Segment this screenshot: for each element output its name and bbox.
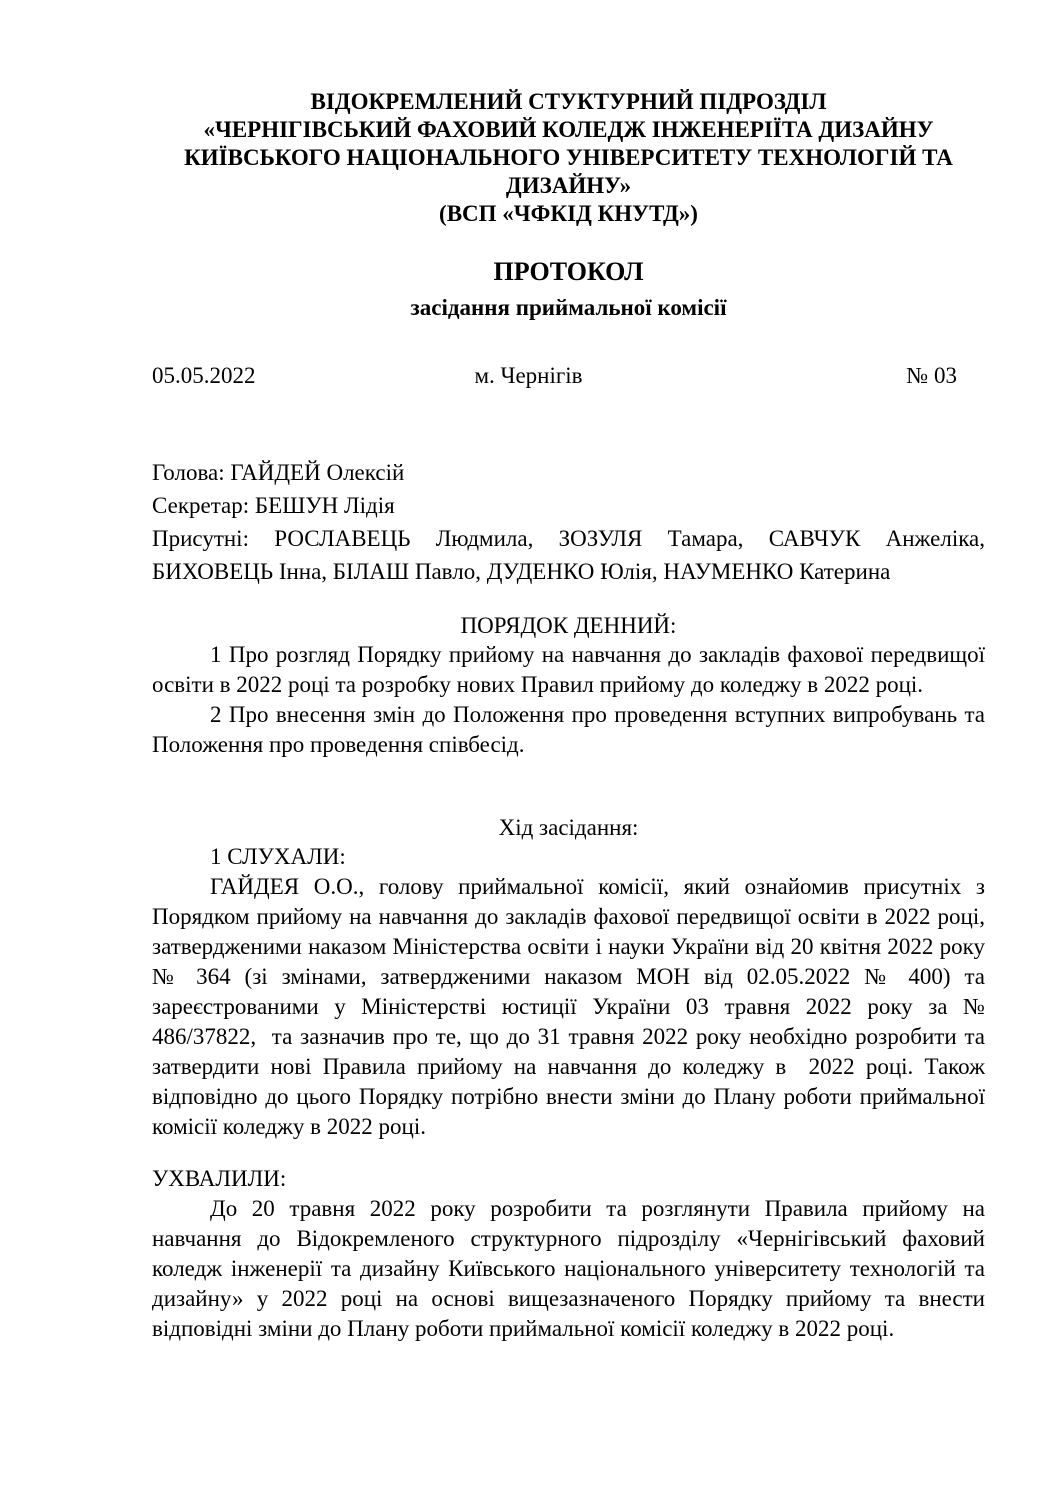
present-line: Присутні: РОСЛАВЕЦЬ Людмила, ЗОЗУЛЯ Тамара, САВЧУК Анжеліка, БИХОВЕЦЬ Інна, БІЛАШ Павло, ДУДЕНКО Юлія, НАУМЕНКО Катерина	[152, 526, 985, 584]
proceedings-heading: Хід засідання:	[498, 815, 639, 840]
document-subtitle: засідання приймальної комісії	[410, 295, 727, 320]
org-header-line-1: ВІДОКРЕМЛЕНИЙ СТУКТУРНИЙ ПІДРОЗДІЛ	[310, 89, 827, 114]
resolved-paragraph: До 20 травня 2022 року розробити та розглянути Правила прийому на навчання до Відокремленого структурного підрозділу «Чернігівський фаховий коледж інженерії та дизайну Київського національного університету технологій та дизайну» у 2022 році на основі вищезазначеного Порядку прийому та внести відповідні зміни до Плану роботи приймальної комісії коледжу в 2022 році.	[152, 1196, 991, 1341]
officers-block	[152, 456, 985, 588]
org-header-line-4: ДИЗАЙНУ»	[505, 173, 632, 198]
meeting-date: 05.05.2022	[152, 363, 256, 388]
agenda-heading: ПОРЯДОК ДЕННИЙ:	[460, 613, 677, 638]
meta-row	[152, 362, 985, 390]
org-header-line-3: КИЇВСЬКОГО НАЦІОНАЛЬНОГО УНІВЕРСИТЕТУ ТЕХНОЛОГІЙ ТА	[184, 145, 953, 170]
chair-line: Голова: ГАЙДЕЙ Олексій	[152, 460, 405, 485]
secretary-line: Секретар: БЕШУН Лідія	[152, 493, 395, 518]
agenda-item-1: 1 Про розгляд Порядку прийому на навчання до закладів фахової передвищої освіти в 2022 році та розробку нових Правил прийому до коледжу в 2022 році.	[152, 642, 991, 697]
listened-heading: 1 СЛУХАЛИ:	[210, 844, 346, 869]
organization-header	[152, 88, 985, 228]
resolved-heading: УХВАЛИЛИ:	[152, 1166, 287, 1191]
org-header-line-5: (ВСП «ЧФКІД КНУТД»)	[439, 201, 698, 226]
document-title: ПРОТОКОЛ	[493, 257, 644, 286]
agenda-item-2: 2 Про внесення змін до Положення про проведення вступних випробувань та Положення про проведення співбесід.	[152, 702, 997, 757]
meeting-city: м. Чернігів	[474, 363, 583, 388]
listened-paragraph: ГАЙДЕЯ О.О., голову приймальної комісії, який ознайомив присутніх з Порядком прийому на навчання до закладів фахової передвищої освіти в 2022 році, затвердженими наказом Міністерства освіти і науки України від 20 квітня 2022 року № 364 (зі змінами, затвердженими наказом МОН від 02.05.2022 № 400) та зареєстрованими у Міністерстві юстиції України 03 травня 2022 року за № 486/37822, та зазначив про те, що до 31 травня 2022 року необхідно розробити та затвердити нові Правила прийому на навчання до коледжу в 2022 році. Також відповідно до цього Порядку потрібно внести зміни до Плану роботи приймальної комісії коледжу в 2022 році.	[152, 874, 991, 1139]
protocol-number: № 03	[906, 363, 957, 388]
org-header-line-2: «ЧЕРНІГІВСЬКИЙ ФАХОВИЙ КОЛЕДЖ ІНЖЕНЕРІЇТА ДИЗАЙНУ	[203, 117, 934, 142]
